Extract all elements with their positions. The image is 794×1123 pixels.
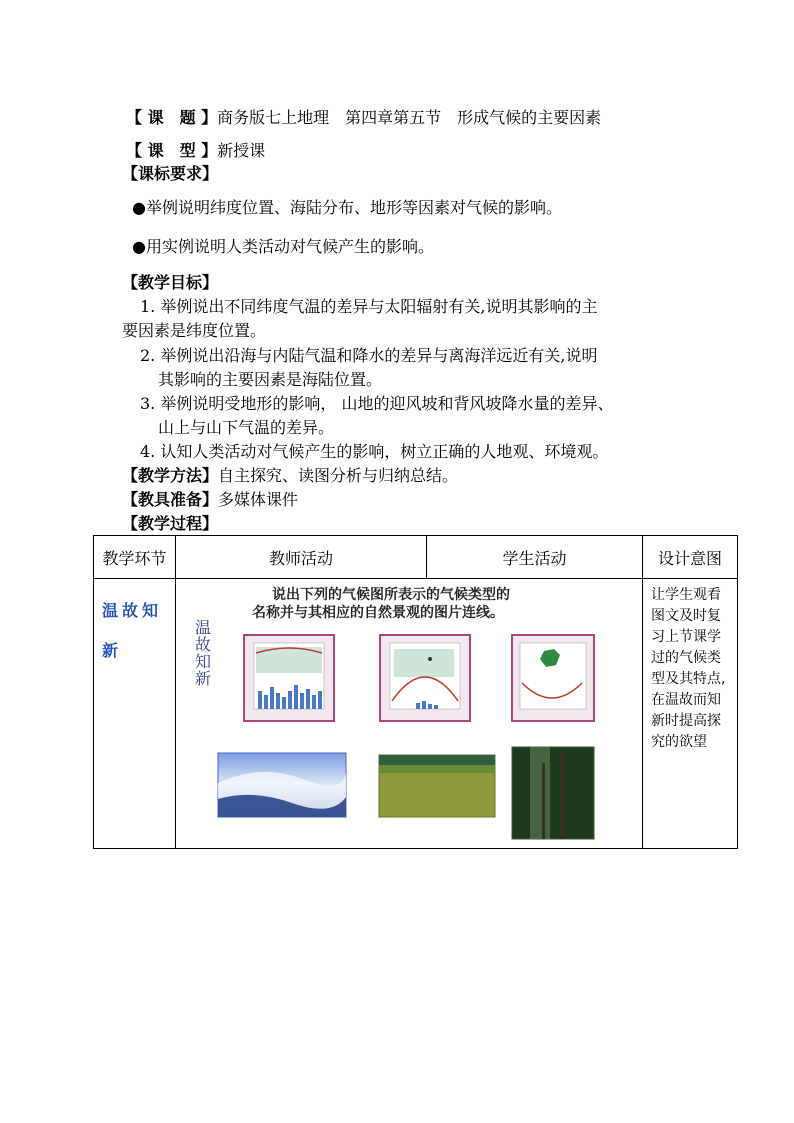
slide-image [182,583,622,847]
intent-cell: 让学生观看图文及时复习上节课学过的气候类型及其特点,在温故而知新时提高探究的欲望 [643,579,738,849]
topic-value: 商务版七上地理 第四章第五节 形成气候的主要因素 [217,108,602,127]
climate-chart-2 [380,635,470,721]
topic-label: 【 课 题 】 [126,108,218,127]
column-header: 学生活动 [427,536,643,579]
process-heading: 【教学过程】 [122,514,219,533]
column-header: 教师活动 [176,536,427,579]
objectives-heading: 【教学目标】 [122,273,219,292]
slide-title-line1: 说出下列的气候图所表示的气候类型的 [272,587,510,603]
type-label: 【 课 型 】 [126,141,218,160]
slide-svg [182,583,622,847]
objective-line: 2. 举例说出沿海与内陆气温和降水的差异与离海洋远近有关,说明 [140,346,598,365]
stage-text: 温故知新 [102,601,163,660]
photo-glacier [218,753,346,817]
column-header: 教学环节 [94,536,176,579]
standard-item-1: ●举例说明纬度位置、海陆分布、地形等因素对气候的影响。 [132,198,562,217]
standards-heading: 【课标要求】 [122,164,219,183]
column-header: 设计意图 [643,536,738,579]
topic-line [126,108,601,128]
standard-item-2: ●用实例说明人类活动对气候产生的影响。 [132,237,434,256]
table-row [94,579,738,849]
equipment-label: 【教具准备】 [122,490,219,509]
stage-cell [94,579,176,849]
photo-grassland [379,755,495,817]
equipment-value: 多媒体课件 [218,490,299,509]
objective-line: 1. 举例说出不同纬度气温的差异与太阳辐射有关,说明其影响的主 [140,297,598,316]
slide-side-text: 温故知新 [192,619,212,687]
objective-line: 3. 举例说明受地形的影响， 山地的迎风坡和背风坡降水量的差异、 [140,394,614,413]
methods-value: 自主探究、读图分析与归纳总结。 [218,466,459,485]
photo-forest [512,747,594,839]
type-line [126,141,265,161]
process-table [93,535,738,849]
slide-title-line2: 名称并与其相应的自然景观的图片连线。 [252,605,504,621]
objective-line: 其影响的主要因素是海陆位置。 [158,370,383,389]
type-value: 新授课 [217,141,266,160]
methods-label: 【教学方法】 [122,466,219,485]
objective-line: 山上与山下气温的差异。 [158,418,335,437]
equipment-line [122,490,298,510]
table-header-row [94,536,738,579]
climate-chart-3 [512,635,594,721]
methods-line [122,466,458,486]
objective-line: 4. 认知人类活动对气候产生的影响，树立正确的人地观、环境观。 [140,442,609,461]
climate-chart-1 [244,635,334,721]
objective-line: 要因素是纬度位置。 [122,321,267,340]
slide-cell [176,579,643,849]
